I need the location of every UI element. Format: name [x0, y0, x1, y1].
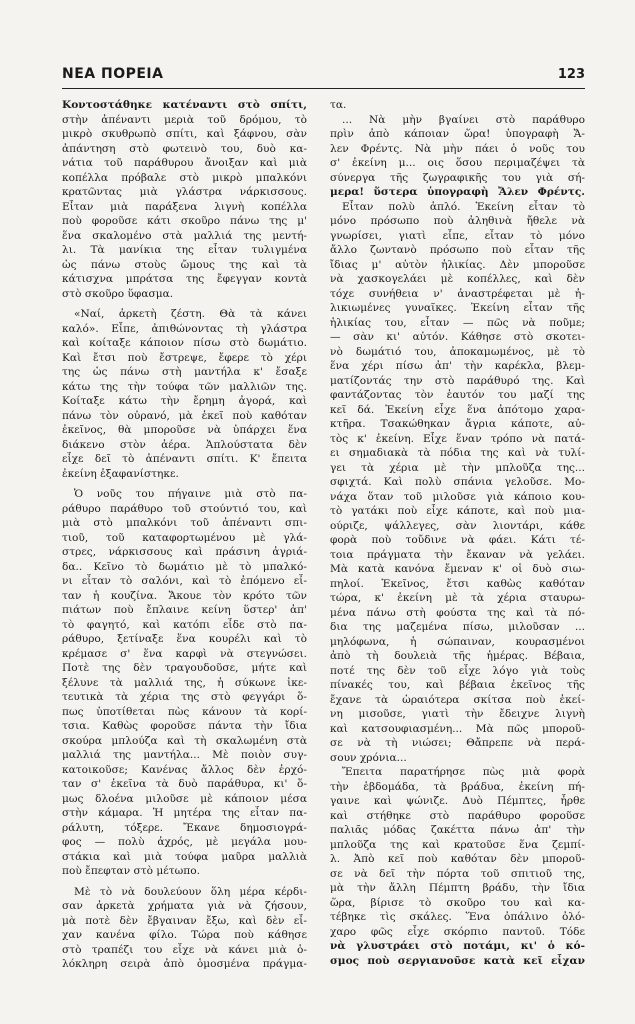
- right-column: [330, 98, 585, 968]
- text-line: Μὲ τὸ νὰ δουλεύουν ὅλη μέρα κέρδι-: [74, 885, 307, 898]
- page-number: 123: [557, 67, 585, 82]
- text-line: κάτω της τὴν τούφα τῶν μαλλιῶν της.: [62, 380, 307, 393]
- text-line: μιὰ στὸ μπαλκόνι τοῦ ἀπέναντι σπι-: [62, 517, 307, 529]
- text-line: σμος ποὺ σεργιανοῦσε κατὰ κεῖ εἶχαν: [330, 954, 585, 967]
- text-line: εἶχε δεῖ τὸ ἀπέναντι σπίτι. Κ' ἔπειτα: [62, 453, 307, 465]
- text-line: καλό». Εἶπε, ἀπιθώνοντας τὴ γλάστρα: [62, 322, 307, 335]
- text-line: γαινε καὶ ψώνιζε. Δυὸ Πέμπτες, ἦρθε: [330, 795, 585, 807]
- left-column: [62, 98, 307, 972]
- text-line: μπλοῦζα της καὶ κρατοῦσε ἕνα ζεμπί-: [330, 838, 585, 851]
- text-line: παλιᾶς μόδας ζακέττα πάνω ἀπ' τὴν: [330, 824, 585, 836]
- text-line: τέβηκε τὶς σκάλες. Ἕνα ὀπάλινο ὀλό-: [330, 911, 585, 923]
- text-line: χαρο φῶς εἶχε σκόρπιο παντοῦ. Τόδε: [330, 925, 585, 938]
- text-line: ἕνα σκαλομένο στὰ μαλλιά της μεντή-: [62, 229, 307, 242]
- text-line: τὴν ἑβδομάδα, τὰ βράδυα, ἐκείνη πή-: [330, 780, 585, 793]
- text-line: σαν ἀρκετὰ χρήματα γιὰ νὰ ζήσουν,: [62, 900, 307, 912]
- text-line: στὸ σκοῦρο ὕφασμα.: [62, 287, 174, 300]
- text-line: Εἶταν μιὰ παράξενα λιγνὴ κοπέλλα: [62, 200, 307, 213]
- text-line: σε νὰ τὴ νιώσει; Θἄπρεπε νὰ περά-: [330, 737, 585, 749]
- page-header: [62, 66, 585, 82]
- text-line: λόκληρη σειρὰ ἀπὸ ὁμοσμένα πράγμα-: [62, 958, 307, 970]
- text-line: μὰ ποτὲ δὲν ἔβγαιναν ἔξω, καὶ δὲν εἶ-: [62, 914, 307, 927]
- text-line: Κοίταξε κάτω τὴν ἔρημη ἀγορά, καὶ: [62, 395, 307, 407]
- text-line: νὰ γλυστράει στὸ ποτάμι, κι' ὁ κό-: [330, 940, 585, 952]
- text-line: κρέμασε σ' ἕνα καρφὶ νὰ στεγνώσει.: [62, 647, 307, 660]
- text-line: κάτισχνα μπράτσα της ἔφεγγαν κοντὰ: [62, 273, 307, 285]
- text-line: ταν ἡ κουζίνα. Ἄκουε τὸν κρότο τῶν: [62, 589, 307, 602]
- text-line: πως ὑποτίθεται πὼς κάνουν τὰ κορί-: [62, 705, 307, 718]
- text-line: σ' ἐκείνη μ... οις ὅσου περιμαζέψει τὰ: [330, 157, 585, 169]
- text-line: Ἔπειτα παρατήρησε πὼς μιὰ φορὰ: [342, 766, 585, 778]
- text-line: πάνω τὸν οὐρανό, μὰ ἐκεῖ ποὺ καθόταν: [62, 409, 307, 422]
- text-line: σε νὰ δεῖ τὴν πόρτα τοῦ σπιτιοῦ της,: [330, 867, 585, 880]
- text-line: πίνακές του, καὶ βέβαια ἐκεῖνος τῆς: [330, 679, 585, 691]
- text-line: γει τὰ χέρια μὲ τὴν μπλοῦζα της...: [330, 461, 585, 474]
- text-line: ἀπὸ τὴ δουλειὰ τῆς ἡμέρας. Βέβαια,: [330, 650, 585, 662]
- text-line: νη μισοῦσε, γιατὶ τὴν ἔδειχνε λιγνὴ: [330, 708, 585, 720]
- text-line: στὸ τραπέζι του εἶχε νὰ κάνει μιὰ ὁ-: [62, 943, 307, 956]
- text-line: κεῖ δά. Ἐκείνη εἶχε ἕνα ἀπότομο χαρα-: [330, 403, 585, 416]
- text-line: Μὰ κατὰ κανόνα ἔμεναν κ' οἱ δυὸ σιω-: [330, 563, 585, 575]
- text-line: διάκενο στὸν ἀέρα. Ἁπλούστατα δὲν: [62, 438, 307, 451]
- text-line: ποὺ ἔπεφταν στὸ μέτωπο.: [62, 865, 200, 877]
- text-line: στὴν κάμαρα. Ἡ μητέρα της εἶταν πα-: [62, 807, 307, 819]
- text-line: κτῆρα. Τσακώθηκαν ἄγρια κάποτε, αὐ-: [330, 418, 585, 430]
- text-line: ὥρα, βίρισε τὸ σκοῦρο του καὶ κα-: [330, 896, 585, 909]
- text-line: φος — πολὺ ἀχρός, μὲ μεγάλα μου-: [62, 836, 307, 848]
- text-line: ἕνα χέρι πίσω ἀπ' τὴν καρέκλα, βλεμ-: [330, 360, 585, 372]
- text-line: τὸς κ' ἐκείνη. Εἶχε ἕναν τρόπο νὰ πατά-: [330, 432, 585, 445]
- text-line: λ. Ἀπὸ κεῖ ποὺ καθόταν δὲν μποροῦ-: [330, 853, 585, 865]
- text-line: ἴδιας μ' αὐτὸν ἡλικίας. Δὲν μποροῦσε: [330, 258, 585, 271]
- text-line: μως δλοένα μιλοῦσε μὲ κάποιον μέσα: [62, 792, 307, 805]
- text-line: ράλυτη, τόξερε. Ἔκανε δημοσιογρά-: [62, 821, 307, 834]
- text-line: δα.. Κεῖνο τὸ δωμάτιο μὲ τὸ μπαλκό-: [62, 560, 307, 573]
- text-line: Καὶ ἔτσι ποὺ ἔστρεψε, ἔφερε τὸ χέρι: [62, 351, 307, 364]
- text-line: ἐκείνη ἐξαφανίστηκε.: [62, 467, 179, 480]
- text-line: σύνεργα τῆς ζωγραφικῆς του γιὰ σή-: [330, 171, 585, 184]
- journal-title: ΝΕΑ ΠΟΡΕΙΑ: [62, 66, 164, 82]
- text-line: σκούρα μπλούζα καὶ τὴ σκαλωμένη στὰ: [62, 734, 307, 747]
- text-line: λεν Φρέντς. Νὰ μὴν πάει ὁ νοῦς του: [330, 142, 585, 155]
- text-line: λι. Τὰ μανίκια της εἶταν τυλιγμένα: [62, 244, 307, 256]
- text-line: καὶ κοίταξε κάποιον πίσω στὸ δωμάτιο.: [62, 337, 307, 349]
- text-line: τευτικὰ τὰ χέρια της στὸ φεγγάρι ὅ-: [62, 691, 307, 703]
- text-line: ταν σ' ἐκεῖνα τὰ δυὸ παράθυρα, κι' ὅ-: [62, 778, 307, 790]
- text-line: Ὁ νοῦς του πήγαινε μιὰ στὸ πα-: [74, 488, 307, 500]
- text-line: ὡς πάνω στοὺς ὤμους της καὶ τὰ: [62, 258, 307, 271]
- text-line: γνωρίσει, γιατὶ εἶπε, εἶταν τὸ μόνο: [330, 229, 585, 242]
- text-line: Ποτὲ της δὲν τραγουδοῦσε, μήτε καὶ: [62, 662, 307, 674]
- text-line: τόχε συνήθεια ν' ἀναστρέφεται μὲ ἠ-: [330, 287, 585, 300]
- text-line: ἔχανε τὰ ὡραιότερα σκίτσα ποὺ ἐκεί-: [330, 693, 585, 706]
- text-line: «Ναί, ἀρκετὴ ζέστη. Θὰ τὰ κάνει: [74, 308, 307, 320]
- text-line: Εἶταν πολὺ ἁπλό. Ἐκείνη εἶταν τὸ: [342, 200, 585, 213]
- text-line: φορὰ ποὺ τοὔδινε νὰ φάει. Κάτι τέ-: [330, 534, 585, 546]
- text-line: ράθυρο, ξετίναξε ἕνα κουρέλι καὶ τὸ: [62, 633, 307, 645]
- text-line: τοια πράγματα τὴν ἔκαναν νὰ γελάει.: [330, 548, 585, 561]
- text-line: στὴν ἀπέναντι μεριὰ τοῦ δρόμου, τὸ: [62, 113, 307, 126]
- text-line: κοπέλλα πρόβαλε στὸ μικρὸ μπαλκόνι: [62, 171, 307, 184]
- text-line: κατοικοῦσε; Κανένας ἄλλος δὲν ἐρχό-: [62, 763, 307, 776]
- text-line: νάτια τοῦ παράθυρου ἄνοιξαν καὶ μιὰ: [62, 157, 307, 169]
- text-line: δια της μαζεμένα πίσω, μιλοῦσαν ...: [330, 621, 585, 633]
- text-line: τσια. Καθὼς φοροῦσε πάντα τὴν ἴδια: [62, 720, 307, 732]
- text-line: ματίζοντάς την στὸ παράθυρό της. Καὶ: [330, 374, 585, 387]
- text-line: ... Νὰ μὴν βγαίνει στὸ παράθυρο: [342, 113, 585, 126]
- text-line: σφιχτά. Καὶ πολὺ σπάνια γελοῦσε. Μο-: [330, 476, 585, 488]
- text-line: ποὺ φοροῦσε κάτι σκοῦρο πάνω της μ': [62, 215, 307, 227]
- text-line: ποτέ της δὲν τοῦ εἶχε λόγο γιὰ τοὺς: [330, 664, 585, 677]
- text-line: τιοῦ, τοῦ καταφορτωμένου μὲ γλά-: [62, 531, 307, 544]
- text-line: ράθυρο παράθυρο τοῦ στούντιό του, καὶ: [62, 502, 307, 515]
- text-line: χαν κανένα φίλο. Τώρα ποὺ κάθησε: [62, 929, 307, 941]
- text-line: κρατῶντας μιὰ γλάστρα νάρκισσους.: [62, 186, 307, 198]
- text-line: μαλλιά της μαντήλα... Μὲ ποιὸν συγ-: [62, 749, 307, 761]
- text-line: της ὡς πάνω στὴ μαντήλα κ' ἔσαξε: [62, 366, 307, 378]
- text-line: ἐκεῖνος, θὰ μποροῦσε νὰ ὑπάρχει ἕνα: [62, 424, 307, 436]
- text-line: καὶ στήθηκε στὸ παράθυρο φοροῦσε: [330, 809, 585, 822]
- text-line: μικρὸ σκυθρωπὸ σπίτι, καὶ ξάφνου, σὰν: [62, 128, 307, 140]
- text-line: μένα πάνω στὴ φούστα της καὶ τὰ πό-: [330, 606, 585, 619]
- text-line: μὰ τὴν ἄλλη Πέμπτη βράδυ, τὴν ἴδια: [330, 882, 585, 894]
- text-line: πρὶν ἀπὸ κάποιαν ὥρα! ὑπογραφὴ Ἄ-: [330, 128, 585, 140]
- text-line: πιάτων ποὺ ἔπλαινε κείνη ὕστερ' ἀπ': [62, 604, 307, 616]
- text-line: πηλοί. Ἐκεῖνος, ἔτσι καθὼς καθόταν: [330, 577, 585, 590]
- text-line: στάκια καὶ μιὰ τούφα μαῦρα μαλλιὰ: [62, 850, 307, 863]
- text-line: ἄλλο ζωντανὸ πρόσωπο ποὺ εἶταν τῆς: [330, 244, 585, 256]
- text-line: τὸ φαγητό, καὶ κατόπι εἶδε στὸ πα-: [62, 618, 307, 631]
- text-line: — σὰν κι' αὐτόν. Κάθησε στὸ σκοτει-: [330, 331, 585, 343]
- text-line: μηλόφωνα, ἡ σώπαιναν, κουρασμένοι: [330, 635, 585, 648]
- text-line: μερα! ὕστερα ὑπογραφὴ Ἄλεν Φρέντς.: [330, 186, 585, 198]
- text-line: τὸ γατάκι ποὺ εἶχε κάποτε, καὶ ποὺ μια-: [330, 505, 585, 517]
- text-line: τα.: [330, 99, 347, 111]
- text-line: λικιωμένες γυναῖκες. Ἐκείνη εἶταν τῆς: [330, 302, 585, 314]
- text-line: Κοντοστάθηκε κατέναντι στὸ σπίτι,: [62, 99, 307, 111]
- text-line: μόνο πρόσωπο ποὺ ἀληθινὰ ἤθελε νὰ: [330, 215, 585, 227]
- text-line: στρες, νάρκισσους καὶ πράσινη ἀγριά-: [62, 546, 307, 558]
- text-line: νὰ χασκογελάει μὲ κοπέλλες, καὶ δὲν: [330, 273, 585, 285]
- header-rule: [62, 88, 585, 89]
- text-line: καὶ κατσουφιασμένη... Μὰ πῶς μποροῦ-: [330, 722, 585, 735]
- text-line: νάχα ὅταν τοῦ μιλοῦσε γιὰ κάποιο κου-: [330, 490, 585, 503]
- text-line: ούριζε, ψάλλεγες, σὰν λιοντάρι, κάθε: [330, 519, 585, 532]
- text-line: νι εἶταν τὸ σαλόνι, καὶ τὸ ἐπόμενο εἶ-: [62, 575, 307, 587]
- text-line: φαντάζοντας τὸν ἑαυτόν του μαζί της: [330, 389, 585, 401]
- text-line: ει σημαδιακὰ τὰ πόδια της καὶ νὰ τυλί-: [330, 447, 585, 459]
- text-line: ἡλικίας του, εἶταν — πῶς νὰ ποῦμε;: [330, 316, 585, 329]
- text-line: σουν χρόνια...: [330, 751, 407, 764]
- text-line: ἀπάντηση στὸ φωτεινὸ του, δυὸ κα-: [62, 142, 307, 155]
- text-line: τώρα, κ' ἐκείνη μὲ τὰ χέρια σταυρω-: [330, 592, 585, 604]
- text-line: νὸ δωμάτιό του, ἀποκαμωμένος, μὲ τὸ: [330, 345, 585, 358]
- text-line: ξέλυνε τὰ μαλλιά της, ἡ σύκωνε ἱκε-: [62, 676, 307, 689]
